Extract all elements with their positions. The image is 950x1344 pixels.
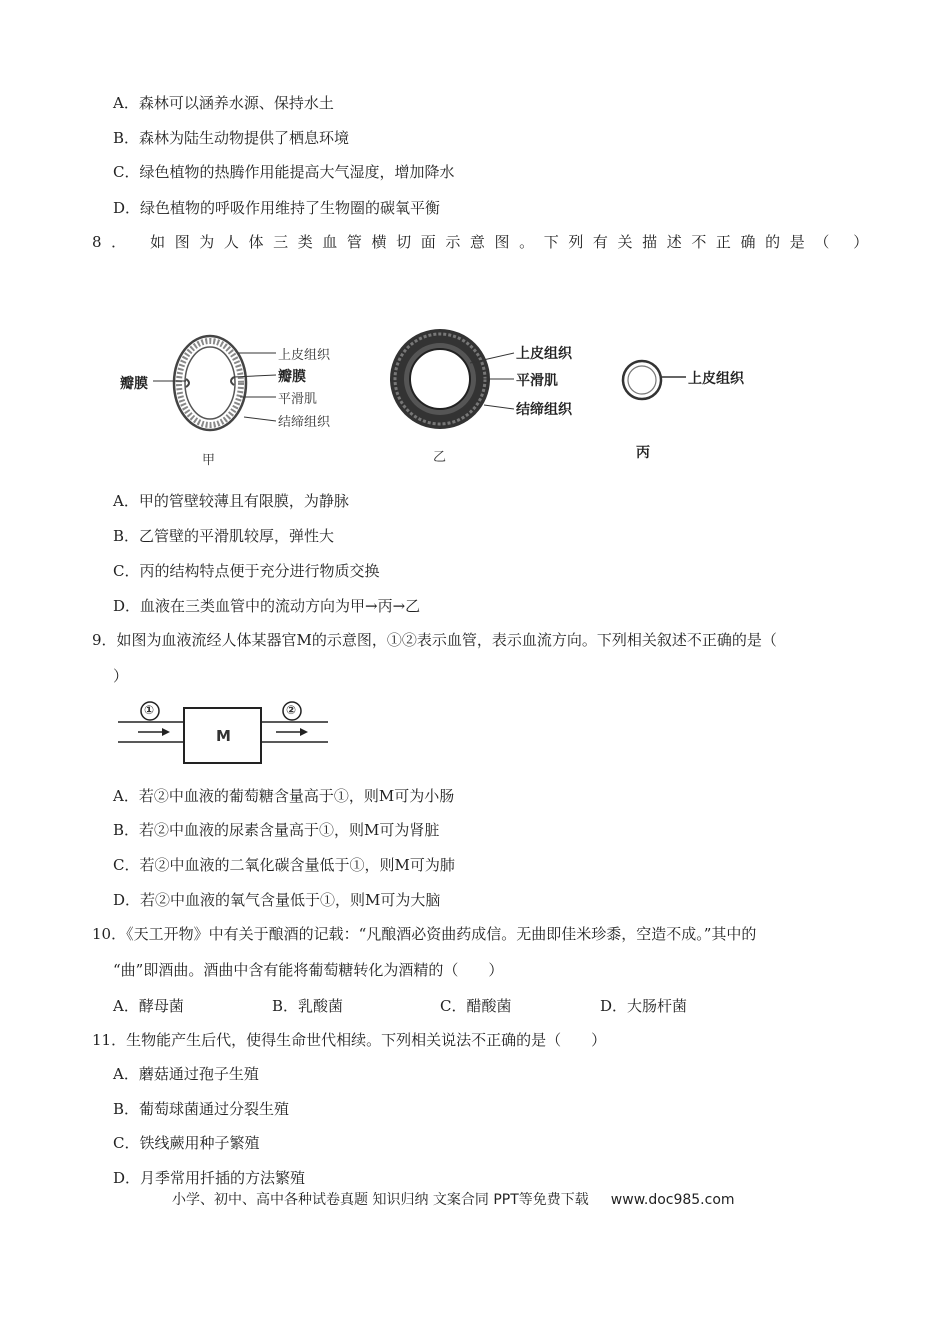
q10-option-b: B．乳酸菌 bbox=[272, 997, 344, 1015]
q7-option-d: D．绿色植物的呼吸作用维持了生物圈的碳氧平衡 bbox=[113, 199, 441, 217]
q11-option-b: B．葡萄球菌通过分裂生殖 bbox=[113, 1100, 290, 1118]
q11-option-d: D．月季常用扦插的方法繁殖 bbox=[113, 1169, 306, 1187]
footer-url-link[interactable]: www.doc985.com bbox=[610, 1192, 735, 1208]
q9-option-b: B．若②中血液的尿素含量高于①，则M可为肾脏 bbox=[113, 821, 440, 839]
vein-label-valve: 瓣膜 bbox=[278, 369, 306, 385]
q10-option-d: D．大肠杆菌 bbox=[600, 997, 688, 1015]
page-footer bbox=[172, 1189, 735, 1209]
artery-cross-section bbox=[390, 329, 514, 429]
q9-option-c: C．若②中血液的二氧化碳含量低于①，则M可为肺 bbox=[113, 856, 455, 874]
q9-option-d: D．若②中血液的氧气含量低于①，则M可为大脑 bbox=[113, 891, 441, 909]
q8-figure bbox=[110, 325, 790, 475]
q8-option-a: A．甲的管壁较薄且有限膜，为静脉 bbox=[113, 492, 349, 510]
vein-label-epithelium: 上皮组织 bbox=[278, 348, 331, 363]
q11-stem: 11．生物能产生后代，使得生命世代相续。下列相关说法不正确的是（ ） bbox=[92, 1031, 607, 1049]
q10-stem-2: “曲”即酒曲。酒曲中含有能将葡萄糖转化为酒精的（ ） bbox=[113, 961, 504, 979]
q10-stem: 10．《天工开物》中有关于酿酒的记载：“凡酿酒必资曲药成信。无曲即佳米珍黍，空造不成。”其中的 bbox=[92, 925, 757, 943]
artery-label-connective: 结缔组织 bbox=[516, 402, 572, 418]
q7-option-b: B．森林为陆生动物提供了栖息环境 bbox=[113, 129, 350, 147]
vein-cross-section bbox=[153, 336, 276, 430]
artery-label-smooth-muscle: 平滑肌 bbox=[516, 373, 558, 389]
artery-caption: 乙 bbox=[433, 450, 447, 465]
artery-label-epithelium: 上皮组织 bbox=[516, 346, 572, 362]
vein-caption: 甲 bbox=[202, 453, 216, 468]
q8-option-d: D．血液在三类血管中的流动方向为甲→丙→乙 bbox=[113, 597, 421, 615]
q9-figure bbox=[118, 700, 333, 768]
q8-option-b: B．乙管壁的平滑肌较厚，弹性大 bbox=[113, 527, 335, 545]
q9-option-a: A．若②中血液的葡萄糖含量高于①，则M可为小肠 bbox=[113, 787, 455, 805]
vein-label-smooth-muscle: 平滑肌 bbox=[278, 392, 318, 407]
q10-option-a: A．酵母菌 bbox=[113, 997, 184, 1015]
capillary-cross-section bbox=[623, 361, 686, 399]
organ-m-label: M bbox=[216, 727, 231, 745]
q9-stem-end: ） bbox=[113, 667, 129, 685]
vein-label-connective: 结缔组织 bbox=[278, 415, 331, 430]
vessel-2-label: ② bbox=[286, 703, 297, 717]
q11-option-c: C．铁线蕨用种子繁殖 bbox=[113, 1134, 260, 1152]
capillary-label-epithelium: 上皮组织 bbox=[688, 371, 744, 387]
vessel-1-label: ① bbox=[144, 703, 155, 717]
q8-stem: 8． 如图为人体三类血管横切面示意图。下列有关描述不正确的是（ ） bbox=[92, 233, 878, 251]
q7-option-a: A．森林可以涵养水源、保持水土 bbox=[113, 94, 334, 112]
q9-stem: 9．如图为血液流经人体某器官M的示意图，①②表示血管，表示血流方向。下列相关叙述不正确的是（ bbox=[92, 631, 777, 649]
q11-option-a: A．蘑菇通过孢子生殖 bbox=[113, 1065, 259, 1083]
capillary-caption: 丙 bbox=[636, 445, 650, 461]
vein-left-label: 瓣膜 bbox=[120, 376, 148, 392]
footer-text: 小学、初中、高中各种试卷真题 知识归纳 文案合同 PPT等免费下载 bbox=[172, 1192, 589, 1208]
q7-option-c: C．绿色植物的热腾作用能提高大气湿度，增加降水 bbox=[113, 163, 455, 181]
q10-option-c: C．醋酸菌 bbox=[440, 997, 512, 1015]
q8-option-c: C．丙的结构特点便于充分进行物质交换 bbox=[113, 562, 380, 580]
